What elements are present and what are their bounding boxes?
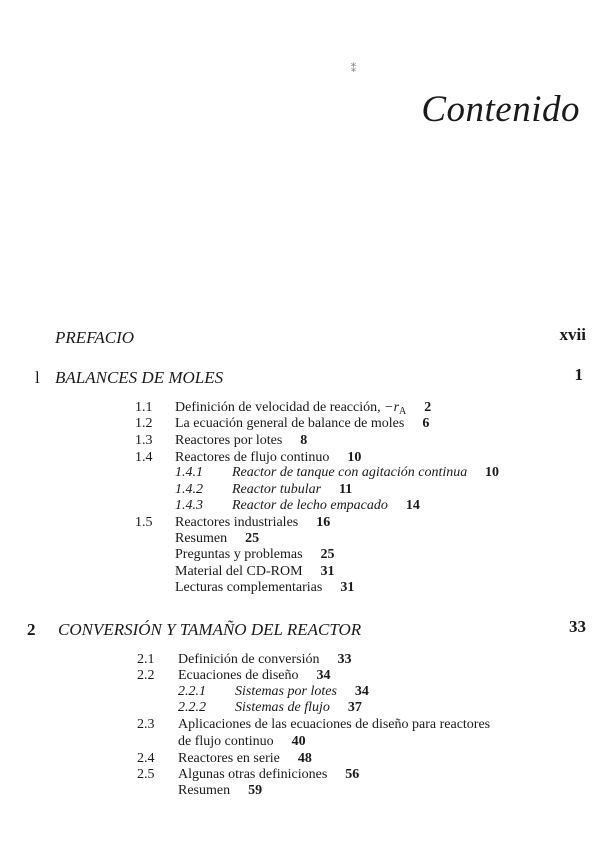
entry-number: 1.2: [135, 416, 153, 431]
preface-title: PREFACIO: [55, 328, 135, 347]
entry-number: 2.3: [137, 717, 155, 732]
entry-text: La ecuación general de balance de moles 6: [175, 416, 430, 431]
entry-text: Definición de conversión 33: [178, 652, 352, 667]
entry-number: 2.2: [137, 668, 155, 683]
entry-text: Sistemas de flujo 37: [235, 700, 362, 715]
chapter-1-title: BALANCES DE MOLES: [55, 368, 224, 387]
chapter-1-page: 1: [574, 365, 583, 384]
entry-text: Aplicaciones de las ecuaciones de diseño para reactores: [178, 717, 491, 732]
entry-text: Definición de velocidad de reacción, $-r_A$ 2: [175, 400, 432, 417]
scan-mark: ⁑: [351, 64, 356, 75]
entry-number: 1.4: [135, 450, 153, 465]
entry-text: Lecturas complementarias 31: [175, 580, 355, 595]
entry-number: 1.3: [135, 433, 153, 448]
entry-text: Ecuaciones de diseño 34: [178, 668, 331, 683]
entry-text: Sistemas por lotes 34: [235, 684, 369, 699]
entry-text: Preguntas y problemas 25: [175, 547, 335, 562]
entry-text: Resumen 25: [175, 531, 260, 546]
chapter-1-number: l: [35, 368, 40, 387]
entry-text: Reactores industriales 16: [175, 515, 331, 530]
entry-text: Resumen 59: [178, 783, 263, 798]
preface-page: xvii: [559, 325, 586, 344]
entry-text: Algunas otras definiciones 56: [178, 767, 360, 782]
entry-text: Reactores de flujo continuo 10: [175, 450, 362, 465]
entry-text: Reactores por lotes 8: [175, 433, 308, 448]
entry-number: 2.1: [137, 652, 155, 667]
entry-text: Reactor de lecho empacado 14: [232, 498, 420, 513]
entry-number: 2.2.2: [178, 700, 206, 715]
entry-number: 1.1: [135, 400, 153, 415]
entry-number: 1.4.3: [175, 498, 203, 513]
entry-page: 10: [485, 465, 499, 480]
chapter-2-title: CONVERSIÓN Y TAMAÑO DEL REACTOR: [58, 620, 362, 639]
chapter-2-number: 2: [27, 620, 36, 639]
entry-text: Reactores en serie 48: [178, 751, 312, 766]
entry-number: 2.4: [137, 751, 155, 766]
entry-text: Reactor tubular 11: [232, 482, 353, 497]
entry-number: 1.4.1: [175, 465, 203, 480]
entry-text: Material del CD-ROM 31: [175, 564, 335, 579]
entry-text: Reactor de tanque con agitación continua: [232, 465, 468, 480]
entry-text: de flujo continuo 40: [178, 734, 306, 749]
entry-number: 2.2.1: [178, 684, 206, 699]
chapter-2-page: 33: [569, 617, 586, 636]
page-title: Contenido: [421, 89, 580, 130]
entry-number: 1.5: [135, 515, 153, 530]
entry-number: 2.5: [137, 767, 155, 782]
entry-number: 1.4.2: [175, 482, 203, 497]
